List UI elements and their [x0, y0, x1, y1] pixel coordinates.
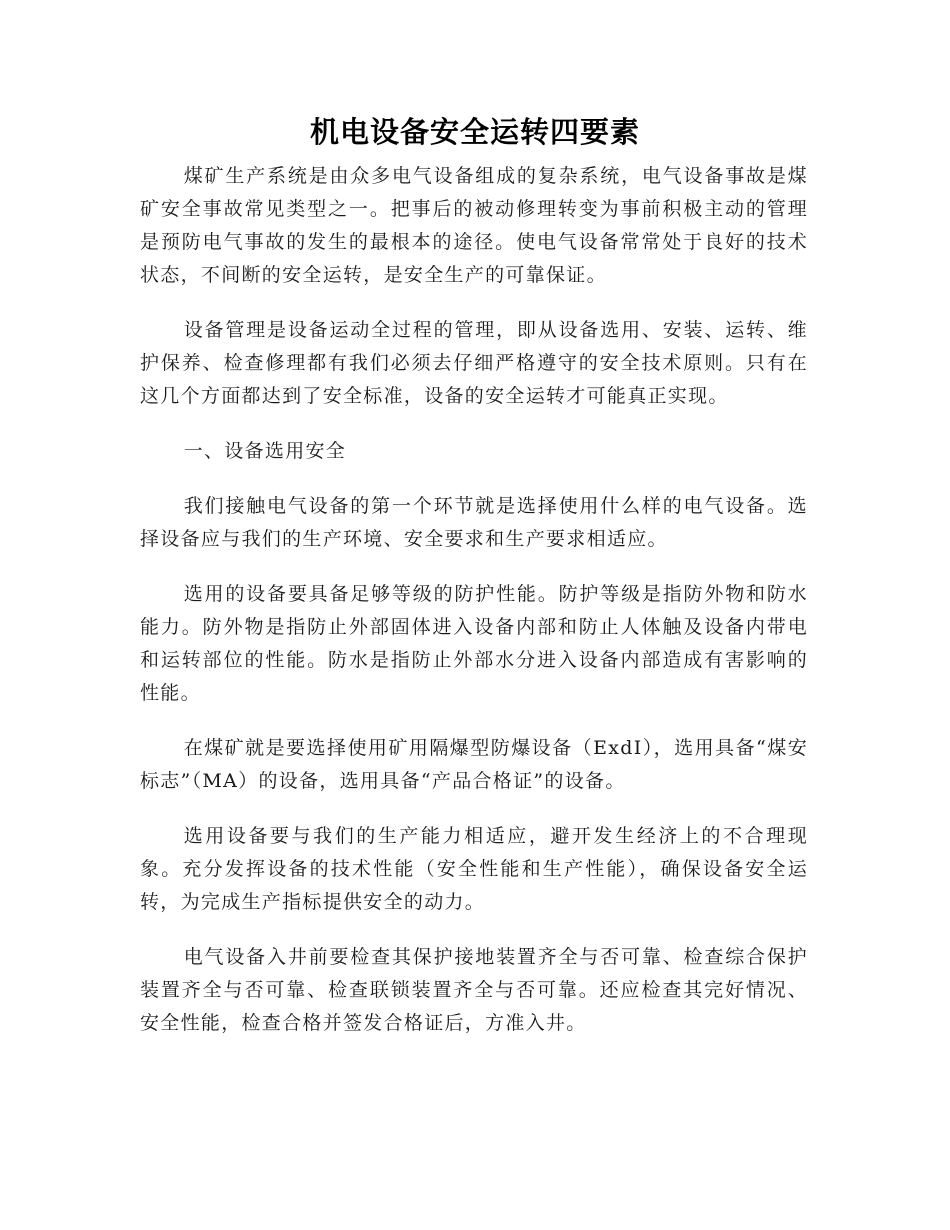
document-body [140, 160, 808, 1062]
paragraph-protection: 选用的设备要具备足够等级的防护性能。防护等级是指防外物和防水能力。防外物是指防止外部固体进入设备内部和防止人体触及设备内带电和运转部位的性能。防水是指防止外部水分进入设备内部造成有害影响的性能。 [140, 583, 808, 704]
paragraph-inspection: 电气设备入井前要检查其保护接地装置齐全与否可靠、检查综合保护装置齐全与否可靠、检查联锁装置齐全与否可靠。还应检查其完好情况、安全性能，检查合格并签发合格证后，方准入井。 [140, 946, 808, 1034]
paragraph-explosion-proof: 在煤矿就是要选择使用矿用隔爆型防爆设备（ExdI），选用具备“煤安标志”（MA）的设备，选用具备“产品合格证”的设备。 [140, 737, 808, 792]
paragraph-capacity: 选用设备要与我们的生产能力相适应，避开发生经济上的不合理现象。充分发挥设备的技术性能（安全性能和生产性能），确保设备安全运转，为完成生产指标提供安全的动力。 [140, 825, 808, 913]
paragraph-selection-intro: 我们接触电气设备的第一个环节就是选择使用什么样的电气设备。选择设备应与我们的生产环境、安全要求和生产要求相适应。 [140, 495, 808, 550]
paragraph-intro: 煤矿生产系统是由众多电气设备组成的复杂系统，电气设备事故是煤矿安全事故常见类型之一。把事后的被动修理转变为事前积极主动的管理是预防电气事故的发生的最根本的途径。使电气设备常常处于良好的技术状态，不间断的安全运转，是安全生产的可靠保证。 [140, 165, 808, 286]
paragraph-management: 设备管理是设备运动全过程的管理，即从设备选用、安装、运转、维护保养、检查修理都有我们必须去仔细严格遵守的安全技术原则。只有在这几个方面都达到了安全标准，设备的安全运转才可能真正实现。 [140, 319, 808, 407]
section-heading-selection: 一、设备选用安全 [183, 440, 347, 462]
document-title: 机电设备安全运转四要素 [309, 115, 640, 149]
